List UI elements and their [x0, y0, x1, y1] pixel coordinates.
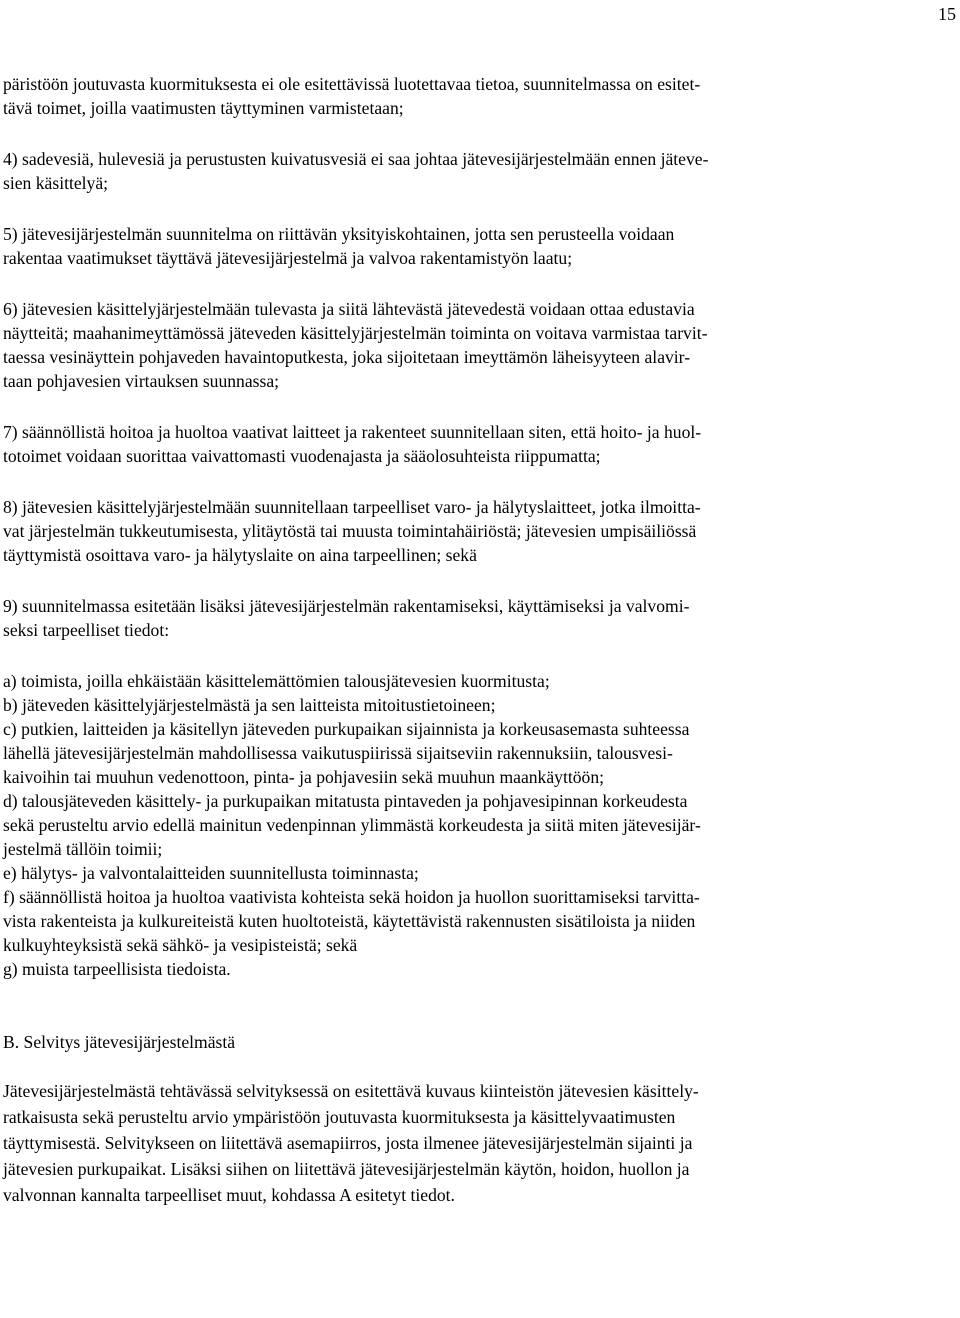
- text-line: näytteitä; maahanimeyttämössä jäteveden käsittelyjärjestelmän toiminta on voitava varmistaa tarvit-: [3, 323, 708, 343]
- text-line: 4) sadevesiä, hulevesiä ja perustusten kuivatusvesiä ei saa johtaa jätevesijärjestelmään ennen jäteve-: [3, 149, 709, 169]
- list-item: [3, 885, 949, 957]
- sub-item-list: [3, 669, 949, 981]
- paragraph-item-4: [3, 147, 949, 195]
- text-line: ratkaisusta sekä perusteltu arvio ympäristöön joutuvasta kuormituksesta ja käsittelyvaatimusten: [3, 1107, 676, 1127]
- text-line: b) jäteveden käsittelyjärjestelmästä ja sen laitteista mitoitustietoineen;: [3, 695, 496, 715]
- list-item: [3, 669, 949, 693]
- section-heading: [3, 1029, 949, 1055]
- text-line: kaivoihin tai muuhun vedenottoon, pinta- ja pohjavesiin sekä muuhun maankäyttöön;: [3, 767, 605, 787]
- text-line: seksi tarpeelliset tiedot:: [3, 620, 170, 640]
- page-number: 15: [938, 4, 956, 24]
- list-item: [3, 861, 949, 885]
- text-line: valvonnan kannalta tarpeelliset muut, kohdassa A esitetyt tiedot.: [3, 1185, 455, 1205]
- text-line: sien käsittelyä;: [3, 173, 109, 193]
- text-line: kulkuyhteyksistä sekä sähkö- ja vesipisteistä; sekä: [3, 935, 358, 955]
- paragraph-continuation: [3, 72, 949, 120]
- text-line: jätevesien purkupaikat. Lisäksi siihen on liitettävä jätevesijärjestelmän käytön, hoidon, huollon ja: [3, 1159, 690, 1179]
- paragraph-item-7: [3, 420, 949, 468]
- paragraph-item-5: [3, 222, 949, 270]
- text-line: tävä toimet, joilla vaatimusten täyttyminen varmistetaan;: [3, 98, 404, 118]
- list-item: [3, 957, 949, 981]
- text-line: 6) jätevesien käsittelyjärjestelmään tulevasta ja siitä lähtevästä jätevedestä voidaan ottaa edustavia: [3, 299, 695, 319]
- text-line: jestelmä tällöin toimii;: [3, 839, 163, 859]
- text-line: Jätevesijärjestelmästä tehtävässä selvityksessä on esitettävä kuvaus kiinteistön jätevesien käsittely-: [3, 1081, 699, 1101]
- paragraph-item-8: [3, 495, 949, 567]
- text-line: sekä perusteltu arvio edellä mainitun vedenpinnan ylimmästä korkeudesta ja siitä miten jätevesijär-: [3, 815, 701, 835]
- text-line: 9) suunnitelmassa esitetään lisäksi jätevesijärjestelmän rakentamiseksi, käyttämiseksi ja valvomi-: [3, 596, 690, 616]
- text-line: g) muista tarpeellisista tiedoista.: [3, 959, 231, 979]
- text-line: e) hälytys- ja valvontalaitteiden suunnitellusta toiminnasta;: [3, 863, 419, 883]
- text-line: täyttymistä osoittava varo- ja hälytyslaite on aina tarpeellinen; sekä: [3, 545, 477, 565]
- text-line: lähellä jätevesijärjestelmän mahdollisessa vaikutuspiirissä sijaitseviin rakennuksiin, talousvesi-: [3, 743, 673, 763]
- list-item: [3, 693, 949, 717]
- text-line: vat järjestelmän tukkeutumisesta, ylitäytöstä tai muusta toimintahäiriöstä; jätevesien umpisäiliössä: [3, 521, 697, 541]
- text-line: 7) säännöllistä hoitoa ja huoltoa vaativat laitteet ja rakenteet suunnitellaan siten, että hoito- ja huol-: [3, 422, 702, 442]
- list-item: [3, 789, 949, 861]
- text-line: c) putkien, laitteiden ja käsitellyn jäteveden purkupaikan sijainnista ja korkeusasemasta suhteessa: [3, 719, 690, 739]
- text-line: totoimet voidaan suorittaa vaivattomasti vuodenajasta ja sääolosuhteista riippumatta;: [3, 446, 601, 466]
- text-line: täyttymisestä. Selvitykseen on liitettävä asemapiirros, josta ilmenee jätevesijärjestelmän sijainti ja: [3, 1133, 693, 1153]
- text-line: vista rakenteista ja kulkureiteistä kuten huoltoteistä, käytettävistä rakennusten sisätiloista ja niiden: [3, 911, 696, 931]
- text-line: päristöön joutuvasta kuormituksesta ei ole esitettävissä luotettavaa tietoa, suunnitelmassa on esitet-: [3, 74, 701, 94]
- section-heading-text: B. Selvitys jätevesijärjestelmästä: [3, 1032, 236, 1052]
- paragraph-item-6: [3, 297, 949, 393]
- text-line: taessa vesinäyttein pohjaveden havaintoputkesta, joka sijoitetaan imeyttämön läheisyyteen alavir-: [3, 347, 691, 367]
- text-line: 5) jätevesijärjestelmän suunnitelma on riittävän yksityiskohtainen, jotta sen perusteella voidaan: [3, 224, 675, 244]
- text-line: d) talousjäteveden käsittely- ja purkupaikan mitatusta pintaveden ja pohjavesipinnan korkeudesta: [3, 791, 688, 811]
- text-line: 8) jätevesien käsittelyjärjestelmään suunnitellaan tarpeelliset varo- ja hälytyslaitteet, jotka ilmoitta-: [3, 497, 701, 517]
- list-item: [3, 717, 949, 789]
- document-body: [3, 72, 949, 1208]
- text-line: taan pohjavesien virtauksen suunnassa;: [3, 371, 280, 391]
- paragraph-item-9: [3, 594, 949, 642]
- text-line: a) toimista, joilla ehkäistään käsittelemättömien talousjätevesien kuormitusta;: [3, 671, 550, 691]
- text-line: f) säännöllistä hoitoa ja huoltoa vaativista kohteista sekä hoidon ja huollon suorittamiseksi tarvitta-: [3, 887, 700, 907]
- text-line: rakentaa vaatimukset täyttävä jätevesijärjestelmä ja valvoa rakentamistyön laatu;: [3, 248, 573, 268]
- section-paragraph: [3, 1078, 949, 1208]
